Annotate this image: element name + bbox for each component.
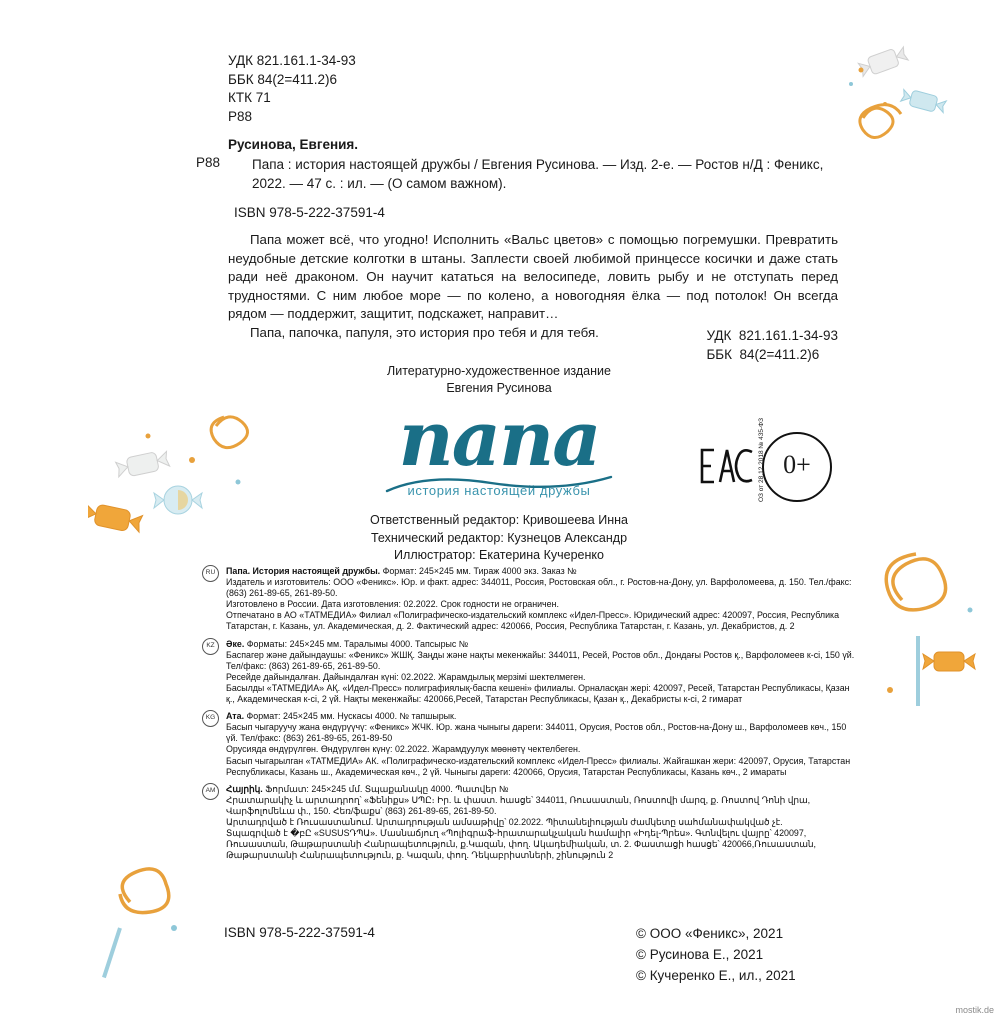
credit-technical-editor: Технический редактор: Кузнецов Александр <box>370 530 628 545</box>
flag-icon-kg: KG <box>202 710 219 727</box>
imprint-author: Евгения Русинова <box>446 381 552 395</box>
record-shelf-mark: Р88 <box>196 155 221 170</box>
logo-swash-icon <box>381 471 617 501</box>
annotation <box>228 231 838 343</box>
imprint-heading <box>0 363 998 397</box>
bbk-code: ББК 84(2=411.2)6 <box>228 71 338 87</box>
decorative-lollipop-bottom-right <box>850 540 998 800</box>
book-logo <box>0 394 998 498</box>
decorative-candy-top-right <box>845 38 995 168</box>
bbk-code-right: ББК 84(2=411.2)6 <box>706 346 820 362</box>
record-description: Папа : история настоящей дружбы / Евгения Русинова. — Изд. 2-е. — Ростов н/Д : Феникс, 2022. — 47 с. : ил. — (О самом важном). <box>252 157 824 191</box>
colophon-ru-lead: Папа. История настоящей дружбы. Формат: 245×245 мм. Тираж 4000 экз. Заказ № <box>226 566 577 576</box>
colophon-section-kz <box>206 638 856 706</box>
colophon-am-line-3: Տպագրված է �բԸ «SUSUSԴՊԱ». Մասնաճյուղ «Պոլիգրաֆ-հրատարակչական համալիր «Իդել-Պրես». Գտնվելու վայրը՝ 420097, Ռուսաստան, Թաթարստանի Հանրապետություն, ք.Կազան, փող. Ակադեմիական, տ. 2. Փաստացի հասցե՝ 420066,Ռուսաստան, Թաթարստանի Հանրապետություն, ք. Կազան, փող. Դեկաբրիստների, շինություն 2 <box>226 828 816 861</box>
colophon-am-line-2: Արտադրված է Ռուսաստանում. Արտադրության ամսաթիվը՝ 02.2022. Պիտանելիության ժամկետը սահմանափակված չէ. <box>226 816 783 827</box>
colophon-section-ru <box>205 566 856 633</box>
decorative-lollipop-bottom-left <box>92 862 222 992</box>
flag-icon-ru: RU <box>202 565 219 582</box>
colophon-ru-line-1: Издатель и изготовитель: ООО «Феникс». Юр. и факт. адрес: 344011, Россия, Ростовская обл., г. Ростов-на-Дону, ул. Варфоломеева, д. 150. Тел./факс: (863) 261-89-65, 261-89-50. <box>226 577 852 599</box>
colophon-ru-line-3: Отпечатано в АО «ТАТМЕДИА» Филиал «Полиграфическо-издательский комплекс «Идел-Пресс». Юридический адрес: 420097, Россия, Республика Татарстан, г. Казань, ул. Академическая, д. 2. Фактический адрес: 420066, Россия, Республика Татарстан, г. Казань, ул. Декабристов, д. 2 <box>226 610 840 632</box>
colophon-kz-line-1: Баспагер және дайындаушы: «Феникс» ЖШҚ. Заңды және нақты мекенжайы: 344011, Ресей, Ростов обл., Дондағы Ростов қ., Варфоломеев к-сі, 150 үй. Тел/факс: (863) 261-89-65, 261-89-50. <box>226 649 855 671</box>
classification-right <box>706 327 838 364</box>
imprint-kind: Литературно-художественное издание <box>387 364 611 378</box>
logo-title: папа <box>398 394 600 483</box>
copyright-author: © Русинова Е., 2021 <box>636 947 764 962</box>
watermark: mostik.de <box>955 1005 994 1015</box>
annotation-paragraph-2: Папа, папочка, папуля, это история про тебя и для тебя. <box>250 324 599 340</box>
colophon-ru-line-2: Изготовлено в России. Дата изготовления: 02.2022. Срок годности не ограничен. <box>226 599 559 610</box>
credit-illustrator: Иллюстратор: Екатерина Кучеренко <box>394 548 604 562</box>
colophon-am-line-1: Հրատարակիչ և արտադրող՝ «Ֆենիքս» ՍՊԸ։ Իր. և փաստ. հասցե՝ 344011, Ռուսաստան, Ռոստովի մարզ, ք. Ռոստով Դոնի վրա, Վարֆոլոմեևա փ., 150. Հեռ/ֆաքս՝ (863) 261-89-65, 261-89-50. <box>226 794 811 816</box>
udk-code: УДК 821.161.1-34-93 <box>228 53 356 68</box>
record-author: Русинова, Евгения. <box>228 137 359 152</box>
annotation-paragraph-1: Папа может всё, что угодно! Исполнить «Вальс цветов» с помощью погремушки. Превратить неудобные детские колготки в штаны. Заплести своей любимой принцессе косички и даже стать ради неё драконом. Он научит кататься на велосипеде, ловить рыбу и не отступать перед трудностями. С ним любое море — по колено, а новогодняя ёлка — под потолок! Он всегда рядом — поддержит, защитит, подскажет, направит… <box>228 232 838 322</box>
colophon-section-kg <box>205 711 856 778</box>
flag-icon-am: AM <box>202 783 219 800</box>
shelf-code: Р88 <box>228 108 253 124</box>
colophon-kg-line-1: Басып чыгаруучу жана өндүрүүчү: «Феникс» ЖЧК. Юр. жана чыныгы дареги: 344011, Орусия, Ростов обл., Ростов-на-Дону ш., Варфоломеев көч., 150 үй. Тел/факс: (863) 261-89-65, 261-89-50 <box>226 722 847 744</box>
eac-law-note: ОЗ от 28.12.2018 № 435-ФЗ <box>758 417 765 502</box>
colophon-kg-line-2: Орусияда өндүрүлгөн. Өндүрүлгөн күнү: 02.2022. Жарамдуулук мөөнөтү чектелбеген. <box>226 744 581 755</box>
credit-editor: Ответственный редактор: Кривошеева Инна <box>370 513 628 527</box>
age-rating-badge: 0+ <box>762 432 832 502</box>
flag-icon-kz: KZ <box>202 638 219 655</box>
isbn-bottom: ISBN 978-5-222-37591-4 <box>224 925 375 940</box>
copyright-illustrator: © Кучеренко Е., ил., 2021 <box>636 968 796 983</box>
credits-block <box>0 512 998 565</box>
isbn-top: ISBN 978-5-222-37591-4 <box>234 205 385 220</box>
colophon-am-lead: Հայրիկ. Ֆորմատ: 245×245 մմ. Տպաքանակը 4000. Պատվեր № <box>226 783 509 794</box>
colophon-kz-line-2: Ресейде дайындалған. Дайындалған күні: 02.2022. Жарамдылық мерзімі шектелмеген. <box>226 671 586 682</box>
classification-block <box>228 52 356 126</box>
colophon-kz-line-3: Басылды «ТАТМЕДИА» АҚ. «Идел-Пресс» полиграфиялық-баспа кешені» филиалы. Орналасқан жері: 420097, Ресей, Татарстан Республикасы, Қазан қ., Академическая к-сі, 2 үй. Нақты мекенжайы: 420066,Ресей, Татарстан Республикасы, Қазан қ., Декабристы к-сі, 2 гимарат <box>226 682 850 705</box>
colophon-kg-line-3: Басып чыгарылган «ТАТМЕДИА» АК. «Полиграфическо-издательский комплекс «Идел-Пресс» филиалы. Жайгашкан жери: 420097, Орусия, Татарстан Республикасы, Казань ш., Академическая көч., 2 үй. Чыныгы дареги: 420066, Орусия, Татарстан Республикасы, Казань көч., 2 имараты <box>226 755 851 777</box>
colophon-kz-lead: Әке. Форматы: 245×245 мм. Таралымы 4000. Тапсырыс № <box>226 638 469 649</box>
udk-code-right: УДК 821.161.1-34-93 <box>706 328 838 343</box>
copyright-block <box>636 923 796 986</box>
colophon-block <box>205 566 856 867</box>
logo-subtitle: история настоящей дружбы <box>407 483 591 498</box>
eac-mark <box>700 446 754 486</box>
colophon-kg-lead: Ата. Формат: 245×245 мм. Нускасы 4000. № тапшырык. <box>226 711 457 722</box>
copyright-publisher: © ООО «Феникс», 2021 <box>636 926 784 941</box>
colophon-section-am <box>205 783 856 862</box>
ktk-code: КТК 71 <box>228 90 271 105</box>
